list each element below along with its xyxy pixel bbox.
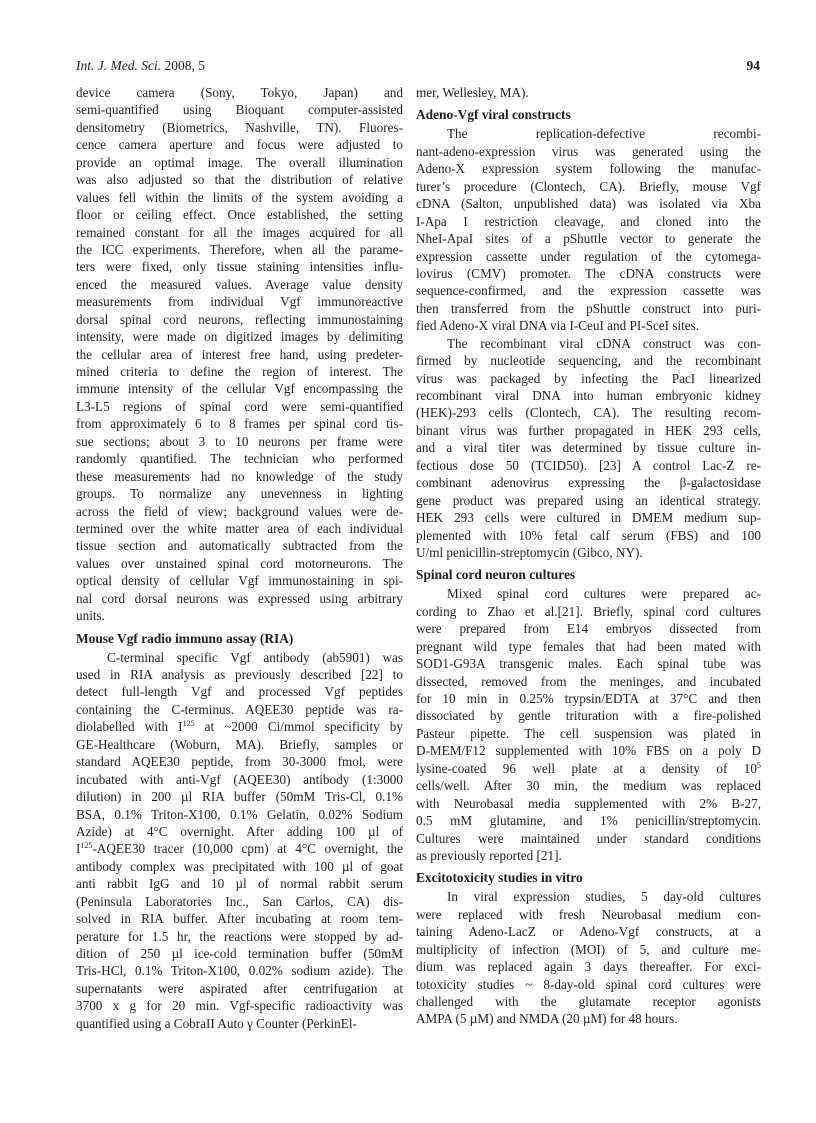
text-line: standard AQEE30 peptide, from 30-3000 fmol, were [76,754,403,770]
text-line: enced the measured values. Average value density [76,276,403,292]
text-line: were prepared from E14 embryos dissected from [416,621,761,637]
text-line: NheI-ApaI sites of a pShuttle vector to generate the [416,231,761,247]
text-line: GE-Healthcare (Woburn, MA). Briefly, samples or [76,736,403,752]
text-line: gene product was prepared using an identical strategy. [416,492,761,508]
text-line: detect full-length Vgf and processed Vgf peptides [76,684,403,700]
text-line: $I^{125}-AQEE30$ tracer (10,000 cpm) at 4°C overnight, the [76,841,403,857]
text-line: Azide) at 4°C overnight. After adding 100 µl of [76,823,403,839]
journal-name: Int. J. Med. Sci. [76,58,162,73]
text-line: and a viral titer was determined by tissue culture in- [416,440,761,456]
text-line: termined over the white matter area of each individual [76,520,403,536]
text-line: dilution) in 200 µl RIA buffer (50mM Tris-Cl, 0.1% [76,789,403,805]
text-line: solved in RIA buffer. After incubating at room tem- [76,911,403,927]
text-line: values over unstained spinal cord motorneurons. The [76,555,403,571]
text-line: supernatants were aspirated after centrifugation at [76,980,403,996]
paragraph-excitotoxicity [416,888,761,1028]
text-line: optical density of cellular Vgf immunostaining in spi- [76,573,403,589]
text-line: values fell within the limits of the system avoiding a [76,189,403,205]
text-line: from approximately 6 to 8 frames per spinal cord tis- [76,416,403,432]
text-line: The replication-defective recombi- [447,126,761,142]
left-column [76,84,403,1032]
text-line: recombinant viral DNA into human embryonic kidney [416,388,761,403]
text-line: mined criteria to define the region of interest. The [76,364,403,379]
paragraph-icc-quantification [76,84,403,625]
text-line: incubated with anti-Vgf (AQEE30) antibody (1:3000 [76,771,403,787]
text-line: 0.5 mM glutamine, and 1% penicillin/streptomycin. [416,813,761,829]
text-line: units. [76,608,105,624]
text-line: anti rabbit IgG and 10 µl of normal rabbit serum [76,876,403,892]
text-line: taining Adeno-LacZ or Adeno-Vgf constructs, at a [416,924,761,940]
text-line: with Neurobasal media supplemented with 2% B-27, [416,795,761,811]
paragraph-recombinant-virus [416,335,761,562]
text-line: antibody complex was precipitated with 100 µl of goat [76,858,403,874]
text-line: The recombinant viral cDNA construct was con- [447,335,761,351]
text-line: pregnant wild type females that had been mated with [416,638,761,654]
text-line: used in RIA analysis as previously described [22] to [76,667,403,682]
text-line: nal cord dorsal neurons was expressed using arbitrary [76,590,403,606]
text-line: turer’s procedure (Clontech, CA). Briefly, mouse Vgf [416,178,761,194]
text-line: lysine-coated 96 well plate at a density of $10^5$ [416,760,761,776]
text-line: cells/well. After 30 min, the medium was replaced [416,778,761,794]
text-line: diolabelled with $I^{125}$ at ~2000 Ci/mmol specificity by [76,719,403,735]
text-line: cording to Zhao et al.[21]. Briefly, spinal cord cultures [416,603,761,619]
text-line: Adeno-X expression system following the manufac- [416,161,761,177]
text-line: sue sections; about 3 to 10 neurons per frame were [76,433,403,449]
text-line: remained constant for all the images acquired for all [76,224,403,240]
text-line: dorsal spinal cord neurons, reflecting immunostaining [76,311,403,327]
running-header [76,58,205,74]
text-line: floor or ceiling effect. Once established, the setting [76,207,403,223]
text-line: virus was packaged by infecting the PacI linearized [416,370,761,386]
text-line: Cultures were maintained under standard conditions [416,830,761,846]
text-line: expression cassette under regulation of the cytomega- [416,248,761,264]
superscript: 5 [757,760,761,770]
paragraph-adeno-constructs [416,125,761,334]
text-line: L3-L5 regions of spinal cord were semi-quantified [76,398,403,414]
text-line: perature for 1.5 hr, the reactions were stopped by ad- [76,928,403,944]
text-line: provide an optimal image. The overall illumination [76,154,403,170]
text-line: across the field of view; background values were de- [76,503,403,519]
text-line: AMPA (5 µM) and NMDA (20 µM) for 48 hours. [416,1011,678,1027]
text-line: sequence-confirmed, and the expression cassette was [416,283,761,299]
text-line: C-terminal specific Vgf antibody (ab5901) was [107,649,403,665]
text-line: densitometry (Biometrics, Nashville, TN). Fluores- [76,119,403,135]
text-line: U/ml penicillin-streptomycin (Gibco, NY). [416,544,643,560]
paragraph-ria [76,649,403,1033]
text-line: was also adjusted so that the distribution of relative [76,172,403,188]
text-line: Mixed spinal cord cultures were prepared ac- [447,586,761,602]
text-line: tissue section and automatically subtracted from the [76,538,403,554]
section-heading-excitotoxicity: Excitotoxicity studies in vitro [416,870,583,886]
text-line: groups. To normalize any unevenness in lighting [76,486,403,502]
right-column [416,84,761,1028]
text-line: the cellular area of interest free hand, using predeter- [76,346,403,362]
text-line: Tris-HCl, 0.1% Triton-X100, 0.02% sodium azide). The [76,963,403,979]
text-line: as previously reported [21]. [416,847,562,863]
text-line: measurements from individual Vgf immunoreactive [76,294,403,310]
superscript: 125 [182,719,195,729]
text-line: challenged with the glutamate receptor agonists [416,994,761,1009]
text-line: binant virus was further propagated in HEK 293 cells, [416,422,761,438]
text-line: the ICC experiments. Therefore, when all the parame- [76,241,403,257]
section-heading-adeno-vgf: Adeno-Vgf viral constructs [416,107,571,123]
text-line: dium was replaced again 3 days thereafter. For exci- [416,959,761,975]
text-line: cence camera aperture and focus were adjusted to [76,137,403,153]
text-line: In viral expression studies, 5 day-old cultures [447,889,761,905]
text-line: dissected, removed from the meninges, and incubated [416,673,761,689]
text-line: lovirus (CMV) promoter. The cDNA constructs were [416,265,761,281]
text-line: quantified using a CobraII Auto γ Counter (PerkinEl- [76,1015,357,1031]
text-line: were replaced with fresh Neurobasal medium con- [416,906,761,922]
section-heading-ria: Mouse Vgf radio immuno assay (RIA) [76,630,294,646]
text-line: BSA, 0.1% Triton-X100, 0.1% Gelatin, 0.02% Sodium [76,806,403,822]
section-heading-spinal-cultures: Spinal cord neuron cultures [416,567,576,583]
paragraph-spinal-cultures [416,585,761,864]
text-line: ters were fixed, only tissue staining intensities influ- [76,259,403,275]
text-line: (Peninsula Laboratories Inc., San Carlos, CA) dis- [76,893,403,909]
text-line: I-Apa I restriction cleavage, and cloned into the [416,213,761,229]
text-line: (HEK)-293 cells (Clontech, CA). The resulting recom- [416,405,761,421]
text-line: combinant adenovirus expressing the β-galactosidase [416,475,761,491]
text-line: for 10 min in 0.25% trypsin/EDTA at 37°C and then [416,691,761,706]
text-line: 3700 x g for 20 min. Vgf-specific radioactivity was [76,998,403,1014]
page-number: 94 [746,58,760,73]
text-line: dition of 250 µl ice-cold termination buffer (50mM [76,946,403,961]
text-line: randomly quantified. The technician who performed [76,451,403,467]
journal-year-volume: 2008, 5 [161,58,205,73]
text-line: then transferred from the pShuttle construct into puri- [416,300,761,316]
text-line: containing the C-terminus. AQEE30 peptide was ra- [76,701,403,717]
text-line: intensity, were made on digitized images by delimiting [76,329,403,345]
text-line: firmed by nucleotide sequencing, and the recombinant [416,353,761,369]
text-line: totoxicity studies ~ 8-day-old spinal cord cultures were [416,976,761,992]
superscript: 125 [80,841,93,851]
text-line: fied Adeno-X viral DNA via I-CeuI and PI-SceI sites. [416,318,700,334]
text-line: dissociated by gentle trituration with a fire-polished [416,708,761,724]
text-line: these measurements had no knowledge of the study [76,468,403,484]
text-line: plemented with 10% fetal calf serum (FBS) and 100 [416,527,761,543]
text-line: multiplicity of infection (MOI) of 5, and culture me- [416,941,761,957]
text-line: immune intensity of the cellular Vgf encompassing the [76,381,403,397]
text-line: cDNA (Salton, unpublished data) was isolated via Xba [416,196,761,212]
text-line: nant-adeno-expression virus was generated using the [416,143,761,159]
text-line: Pasteur pipette. The cell suspension was plated in [416,725,761,741]
text-line: HEK 293 cells were cultured in DMEM medium sup- [416,510,761,526]
text-line: D-MEM/F12 supplemented with 10% FBS on a poly D [416,743,761,759]
text-line: mer, Wellesley, MA). [416,85,529,100]
text-line: fectious dose 50 (TCID50). [23] A control Lac-Z re- [416,457,761,473]
text-line: semi-quantified using Bioquant computer-assisted [76,102,403,118]
text-line: device camera (Sony, Tokyo, Japan) and [76,85,403,100]
text-line: SOD1-G93A transgenic males. Each spinal tube was [416,656,761,672]
